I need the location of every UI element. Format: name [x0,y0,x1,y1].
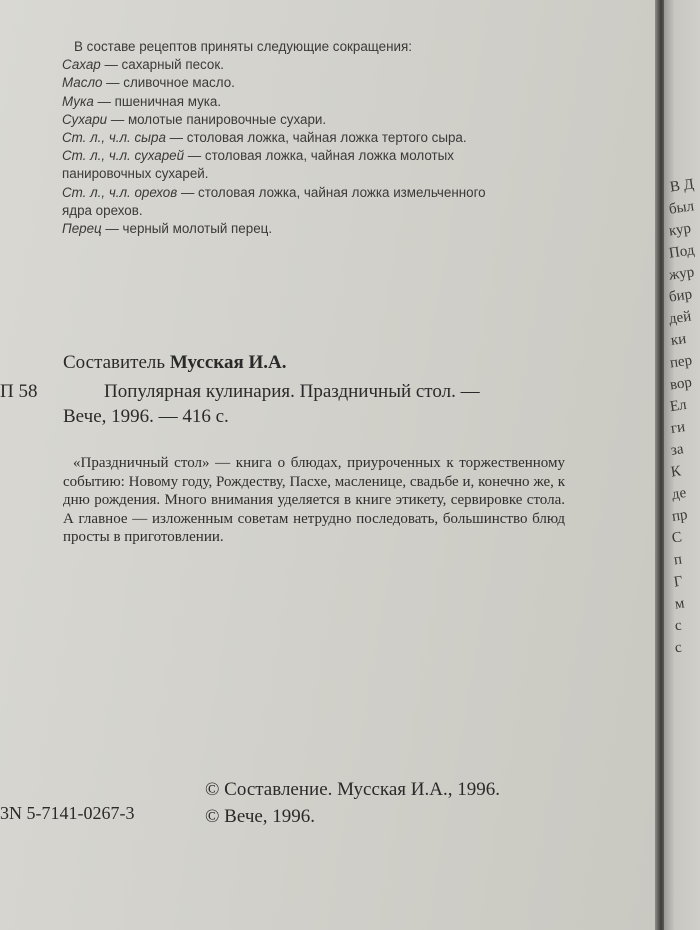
abbreviation-term: Перец [62,221,102,237]
compiler-name: Мусская И.А. [169,352,287,373]
copyright-publisher: © Вече, 1996. [205,806,316,827]
abbreviation-definition: — столовая ложка, чайная ложка тертого сыра. [165,130,467,146]
adjacent-page-text: дей [667,308,693,328]
copyright-block [205,776,500,830]
adjacent-page-text: пр [670,507,689,526]
adjacent-page-text: де [670,485,688,503]
abbreviations-list [62,38,582,238]
abbreviation-continuation: панировочных сухарей. [62,166,209,182]
abbreviation-term: Ст. л., ч.л. сухарей [62,148,185,164]
compiler-line [63,352,286,374]
adjacent-page-text: м [673,595,686,613]
adjacent-page [664,0,700,930]
adjacent-page-text: кур [667,220,693,240]
abbreviation-term: Сахар [62,57,101,73]
abbreviation-item [62,129,582,147]
adjacent-page-text: пер [668,352,694,372]
abbreviation-definition: — сливочное масло. [102,75,235,91]
adjacent-page-text: К [669,463,683,481]
abbreviation-item [62,147,582,165]
abbreviation-item [62,74,582,92]
abbreviation-continuation: ядра орехов. [62,202,143,218]
adjacent-page-text: Под [667,242,696,262]
biblio-publisher-line: Вече, 1996. — 416 с. [63,406,229,427]
adjacent-page-text: Ел [668,396,688,416]
adjacent-page-text: жур [667,264,696,284]
copyright-compilation: © Составление. Мусская И.А., 1996. [205,779,500,800]
compiler-label: Составитель [63,352,170,373]
adjacent-page-text: с [673,639,683,657]
abbreviation-item [62,93,582,111]
abbreviation-item [62,111,582,129]
abbreviation-definition: — черный молотый перец. [101,221,273,237]
abbreviation-term: Ст. л., ч.л. сыра [62,130,166,146]
abbreviation-term: Мука [62,93,94,109]
adjacent-page-text: С [670,529,684,547]
adjacent-page-text: за [669,441,685,459]
abbreviation-item [62,220,582,238]
catalog-code: П 58 [0,381,38,402]
abbreviation-definition: — сахарный песок. [100,57,224,73]
adjacent-page-text: был [667,198,696,218]
adjacent-page-text: вор [668,374,693,394]
adjacent-page-text: Г [672,573,684,591]
isbn: 3N 5-7141-0267-3 [0,803,135,823]
abbreviations-intro: В составе рецептов приняты следующие сокращения: [74,39,412,54]
abbreviation-definition: — столовая ложка, чайная ложка измельченного [177,184,486,200]
adjacent-page-text: ги [669,419,687,437]
abbreviation-definition: — молотые панировочные сухари. [107,111,327,127]
abbreviation-term: Сухари [62,111,108,127]
book-annotation: «Праздничный стол» — книга о блюдах, приуроченных к торжественному событию: Новому году, Рождеству, Пасхе, масленице, свадьбе и, конечно же, к дню рождения. Много внимания уделяется в книге этикету, сервировке стола. А главное — изложенным советам нетрудно последовать, большинство блюд просты в приготовлении. [63,455,565,545]
adjacent-page-text: ки [669,331,688,349]
abbreviation-term: Ст. л., ч.л. орехов [62,184,178,200]
adjacent-page-text: п [672,551,684,569]
abbreviation-definition: — пшеничная мука. [93,93,222,109]
abbreviation-item [62,184,582,202]
abbreviation-definition: — столовая ложка, чайная ложка молотых [184,148,454,164]
adjacent-page-text: бир [667,286,694,306]
adjacent-page-text: В Д [668,176,695,196]
abbreviation-term: Масло [62,75,103,91]
biblio-title-line: Популярная кулинария. Праздничный стол. — [104,381,480,402]
adjacent-page-text: с [673,617,683,635]
abbreviation-item [62,56,582,74]
